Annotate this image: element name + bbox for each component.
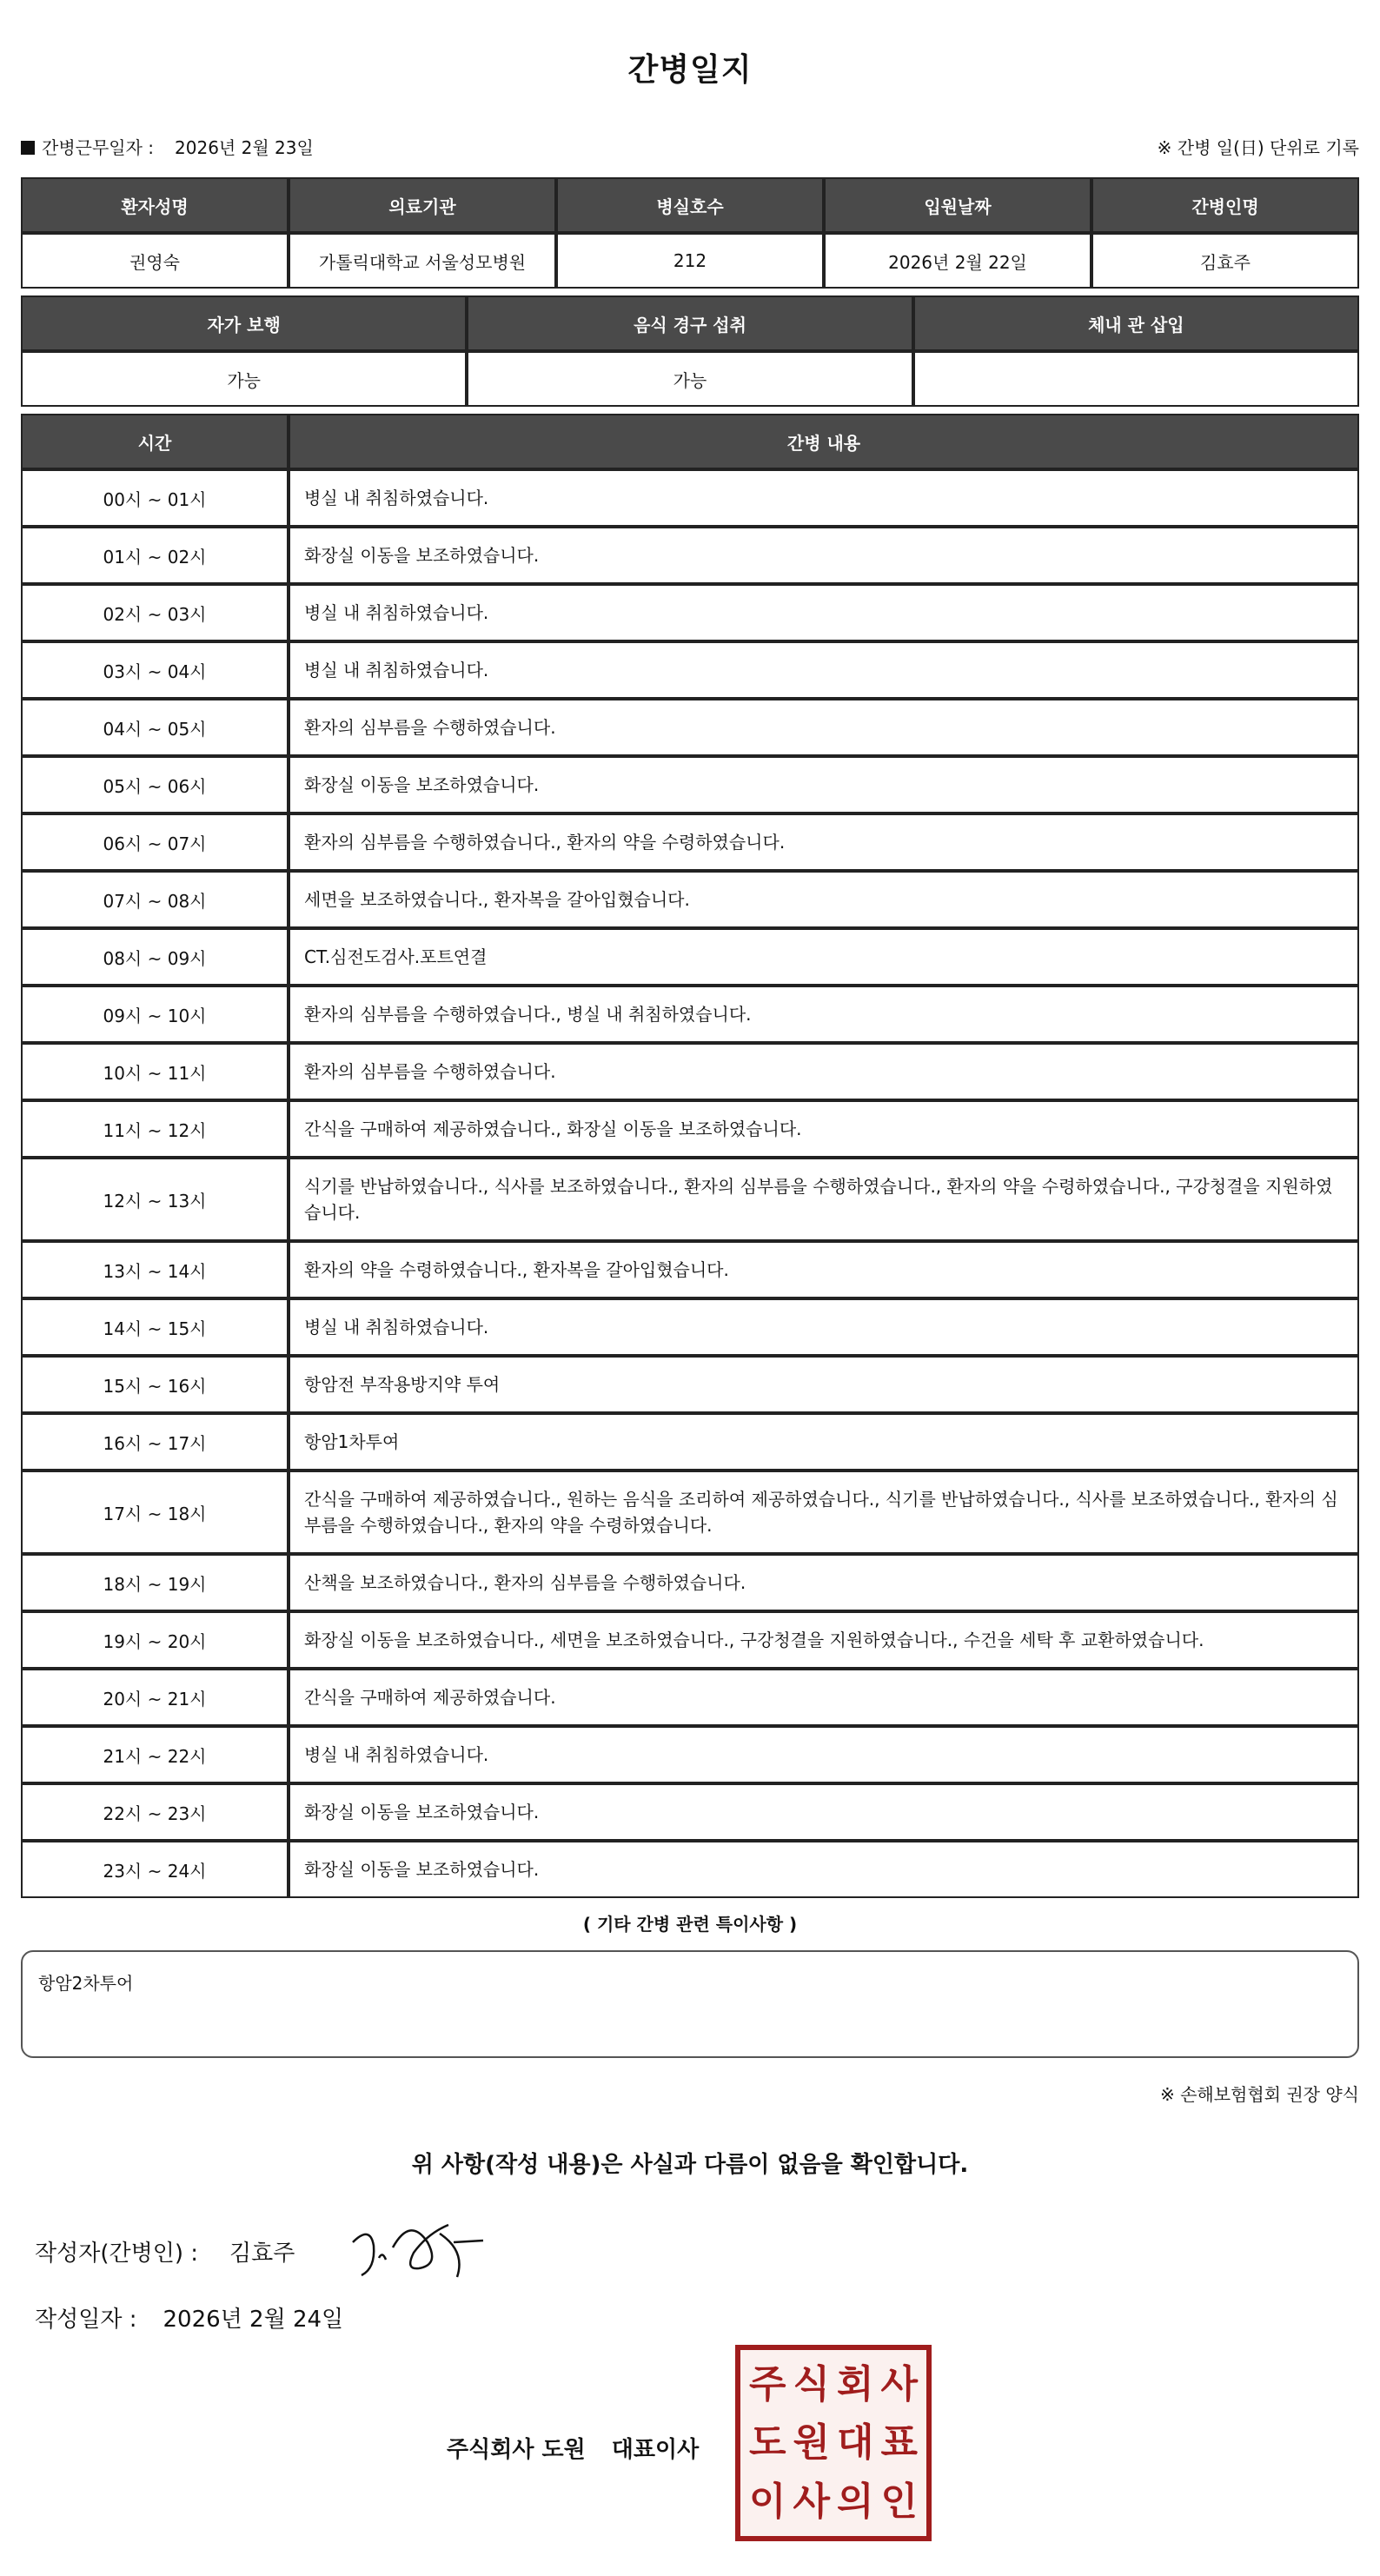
table-row <box>21 986 1359 1043</box>
writer-label: 작성자(간병인) : <box>35 2241 199 2267</box>
log-content: 화장실 이동을 보조하였습니다. <box>289 527 1359 584</box>
square-bullet-icon <box>21 141 35 155</box>
patient-status-header-row <box>21 295 1359 351</box>
log-content: 병실 내 취침하였습니다. <box>289 641 1359 699</box>
table-row <box>21 699 1359 756</box>
table-row <box>21 1158 1359 1241</box>
log-time: 21시 ~ 22시 <box>21 1726 289 1783</box>
log-content: 환자의 심부름을 수행하였습니다., 병실 내 취침하였습니다. <box>289 986 1359 1043</box>
table-row <box>21 1298 1359 1356</box>
write-date-value: 2026년 2월 24일 <box>163 2307 344 2333</box>
log-time: 19시 ~ 20시 <box>21 1611 289 1669</box>
header-care-content: 간병 내용 <box>289 414 1359 469</box>
company-representative: 대표이사 <box>611 2437 700 2463</box>
special-notes-label: ( 기타 간병 관련 특이사항 ) <box>582 1914 798 1935</box>
table-row <box>21 871 1359 928</box>
table-row <box>21 1413 1359 1471</box>
header-hospital: 의료기관 <box>289 177 556 233</box>
log-content: 병실 내 취침하였습니다. <box>289 469 1359 527</box>
writer-line <box>35 2235 295 2267</box>
care-log-header-row <box>21 414 1359 469</box>
log-content: 병실 내 취침하였습니다. <box>289 584 1359 641</box>
table-row <box>21 928 1359 986</box>
log-time: 13시 ~ 14시 <box>21 1241 289 1298</box>
table-row <box>21 1783 1359 1841</box>
page-title: 간병일지 <box>627 52 753 88</box>
company-name: 주식회사 도원 <box>447 2437 586 2463</box>
meta-row <box>21 134 1359 162</box>
log-content: 병실 내 취침하였습니다. <box>289 1726 1359 1783</box>
patient-status-value-row <box>21 351 1359 407</box>
header-oral-intake: 음식 경구 섭취 <box>467 295 912 351</box>
log-content: 화장실 이동을 보조하였습니다. <box>289 1783 1359 1841</box>
log-time: 11시 ~ 12시 <box>21 1100 289 1158</box>
log-content: 화장실 이동을 보조하였습니다. <box>289 1841 1359 1898</box>
log-time: 06시 ~ 07시 <box>21 813 289 871</box>
log-content: 환자의 심부름을 수행하였습니다., 환자의 약을 수령하였습니다. <box>289 813 1359 871</box>
log-time: 18시 ~ 19시 <box>21 1554 289 1611</box>
work-date-value: 2026년 2월 23일 <box>175 137 314 158</box>
special-notes-box <box>21 1950 1359 2058</box>
table-row <box>21 1043 1359 1100</box>
tube-insertion-status <box>913 351 1359 407</box>
seal-characters <box>746 2355 921 2531</box>
patient-name: 권영숙 <box>21 233 289 289</box>
patient-info-value-row <box>21 233 1359 289</box>
seal-char: 주 <box>748 2362 786 2407</box>
company-line <box>447 2432 699 2464</box>
table-row <box>21 1554 1359 1611</box>
log-time: 05시 ~ 06시 <box>21 756 289 813</box>
header-time: 시간 <box>21 414 289 469</box>
admission-date: 2026년 2월 22일 <box>824 233 1091 289</box>
header-admission-date: 입원날짜 <box>824 177 1091 233</box>
seal-char: 사 <box>880 2362 918 2407</box>
special-notes-content: 항암2차투어 <box>38 1973 134 1994</box>
log-time: 14시 ~ 15시 <box>21 1298 289 1356</box>
patient-status-table <box>21 295 1359 407</box>
room-number: 212 <box>556 233 824 289</box>
log-time: 01시 ~ 02시 <box>21 527 289 584</box>
seal-char: 인 <box>880 2479 918 2524</box>
log-time: 17시 ~ 18시 <box>21 1471 289 1554</box>
hospital-name: 가톨릭대학교 서울성모병원 <box>289 233 556 289</box>
log-time: 07시 ~ 08시 <box>21 871 289 928</box>
table-row <box>21 813 1359 871</box>
log-content: 병실 내 취침하였습니다. <box>289 1298 1359 1356</box>
header-patient-name: 환자성명 <box>21 177 289 233</box>
header-room: 병실호수 <box>556 177 824 233</box>
header-tube-insertion: 체내 관 삽입 <box>913 295 1359 351</box>
seal-char: 식 <box>793 2362 830 2407</box>
table-row <box>21 1241 1359 1298</box>
oral-intake-status: 가능 <box>467 351 912 407</box>
seal-char: 이 <box>748 2479 786 2524</box>
patient-info-table <box>21 177 1359 289</box>
table-row <box>21 641 1359 699</box>
log-content: 환자의 약을 수령하였습니다., 환자복을 갈아입혔습니다. <box>289 1241 1359 1298</box>
log-content: 화장실 이동을 보조하였습니다., 세면을 보조하였습니다., 구강청결을 지원하였습니다., 수건을 세탁 후 교환하였습니다. <box>289 1611 1359 1669</box>
walking-status: 가능 <box>21 351 467 407</box>
write-date-line <box>35 2301 343 2334</box>
log-time: 22시 ~ 23시 <box>21 1783 289 1841</box>
table-row <box>21 756 1359 813</box>
log-time: 10시 ~ 11시 <box>21 1043 289 1100</box>
log-content: CT.심전도검사.포트연결 <box>289 928 1359 986</box>
log-time: 04시 ~ 05시 <box>21 699 289 756</box>
insurance-note: ※ 손해보험협회 권장 양식 <box>1159 2084 1359 2105</box>
log-time: 03시 ~ 04시 <box>21 641 289 699</box>
log-content: 간식을 구매하여 제공하였습니다. <box>289 1669 1359 1726</box>
seal-char: 사 <box>793 2479 830 2524</box>
company-seal <box>735 2345 932 2541</box>
log-content: 세면을 보조하였습니다., 환자복을 갈아입혔습니다. <box>289 871 1359 928</box>
confirmation-statement: 위 사항(작성 내용)은 사실과 다름이 없음을 확인합니다. <box>411 2152 969 2178</box>
log-time: 20시 ~ 21시 <box>21 1669 289 1726</box>
patient-info-header-row <box>21 177 1359 233</box>
log-time: 12시 ~ 13시 <box>21 1158 289 1241</box>
table-row <box>21 527 1359 584</box>
seal-char: 표 <box>880 2420 918 2466</box>
log-content: 화장실 이동을 보조하였습니다. <box>289 756 1359 813</box>
log-time: 09시 ~ 10시 <box>21 986 289 1043</box>
log-content: 간식을 구매하여 제공하였습니다., 원하는 음식을 조리하여 제공하였습니다., 식기를 반납하였습니다., 식사를 보조하였습니다., 환자의 심부름을 수행하였습니다., 환자의 약을 수령하였습니다. <box>289 1471 1359 1554</box>
work-date-label: 간병근무일자 : <box>42 137 155 158</box>
table-row <box>21 1726 1359 1783</box>
log-content: 항암1차투여 <box>289 1413 1359 1471</box>
handwritten-signature <box>344 2208 492 2286</box>
seal-char: 대 <box>836 2420 874 2466</box>
table-row <box>21 584 1359 641</box>
header-caregiver: 간병인명 <box>1091 177 1359 233</box>
log-content: 식기를 반납하였습니다., 식사를 보조하였습니다., 환자의 심부름을 수행하였습니다., 환자의 약을 수령하였습니다., 구강청결을 지원하였습니다. <box>289 1158 1359 1241</box>
write-date-label: 작성일자 : <box>35 2307 137 2333</box>
log-time: 08시 ~ 09시 <box>21 928 289 986</box>
table-row <box>21 1471 1359 1554</box>
seal-char: 의 <box>836 2479 874 2524</box>
log-time: 16시 ~ 17시 <box>21 1413 289 1471</box>
work-date <box>21 134 314 159</box>
seal-char: 원 <box>793 2420 830 2466</box>
caregiver-name: 김효주 <box>1091 233 1359 289</box>
writer-name: 김효주 <box>229 2241 295 2267</box>
table-row <box>21 1611 1359 1669</box>
table-row <box>21 1841 1359 1898</box>
log-time: 23시 ~ 24시 <box>21 1841 289 1898</box>
table-row <box>21 1100 1359 1158</box>
log-content: 환자의 심부름을 수행하였습니다. <box>289 699 1359 756</box>
log-content: 환자의 심부름을 수행하였습니다. <box>289 1043 1359 1100</box>
table-row <box>21 1669 1359 1726</box>
table-row <box>21 469 1359 527</box>
log-time: 02시 ~ 03시 <box>21 584 289 641</box>
log-time: 00시 ~ 01시 <box>21 469 289 527</box>
unit-note: ※ 간병 일(日) 단위로 기록 <box>1157 137 1359 158</box>
log-content: 산책을 보조하였습니다., 환자의 심부름을 수행하였습니다. <box>289 1554 1359 1611</box>
log-time: 15시 ~ 16시 <box>21 1356 289 1413</box>
seal-char: 회 <box>836 2362 874 2407</box>
log-content: 간식을 구매하여 제공하였습니다., 화장실 이동을 보조하였습니다. <box>289 1100 1359 1158</box>
seal-char: 도 <box>748 2420 786 2466</box>
log-content: 항암전 부작용방지약 투여 <box>289 1356 1359 1413</box>
header-walking: 자가 보행 <box>21 295 467 351</box>
care-log-table <box>21 414 1359 1898</box>
table-row <box>21 1356 1359 1413</box>
